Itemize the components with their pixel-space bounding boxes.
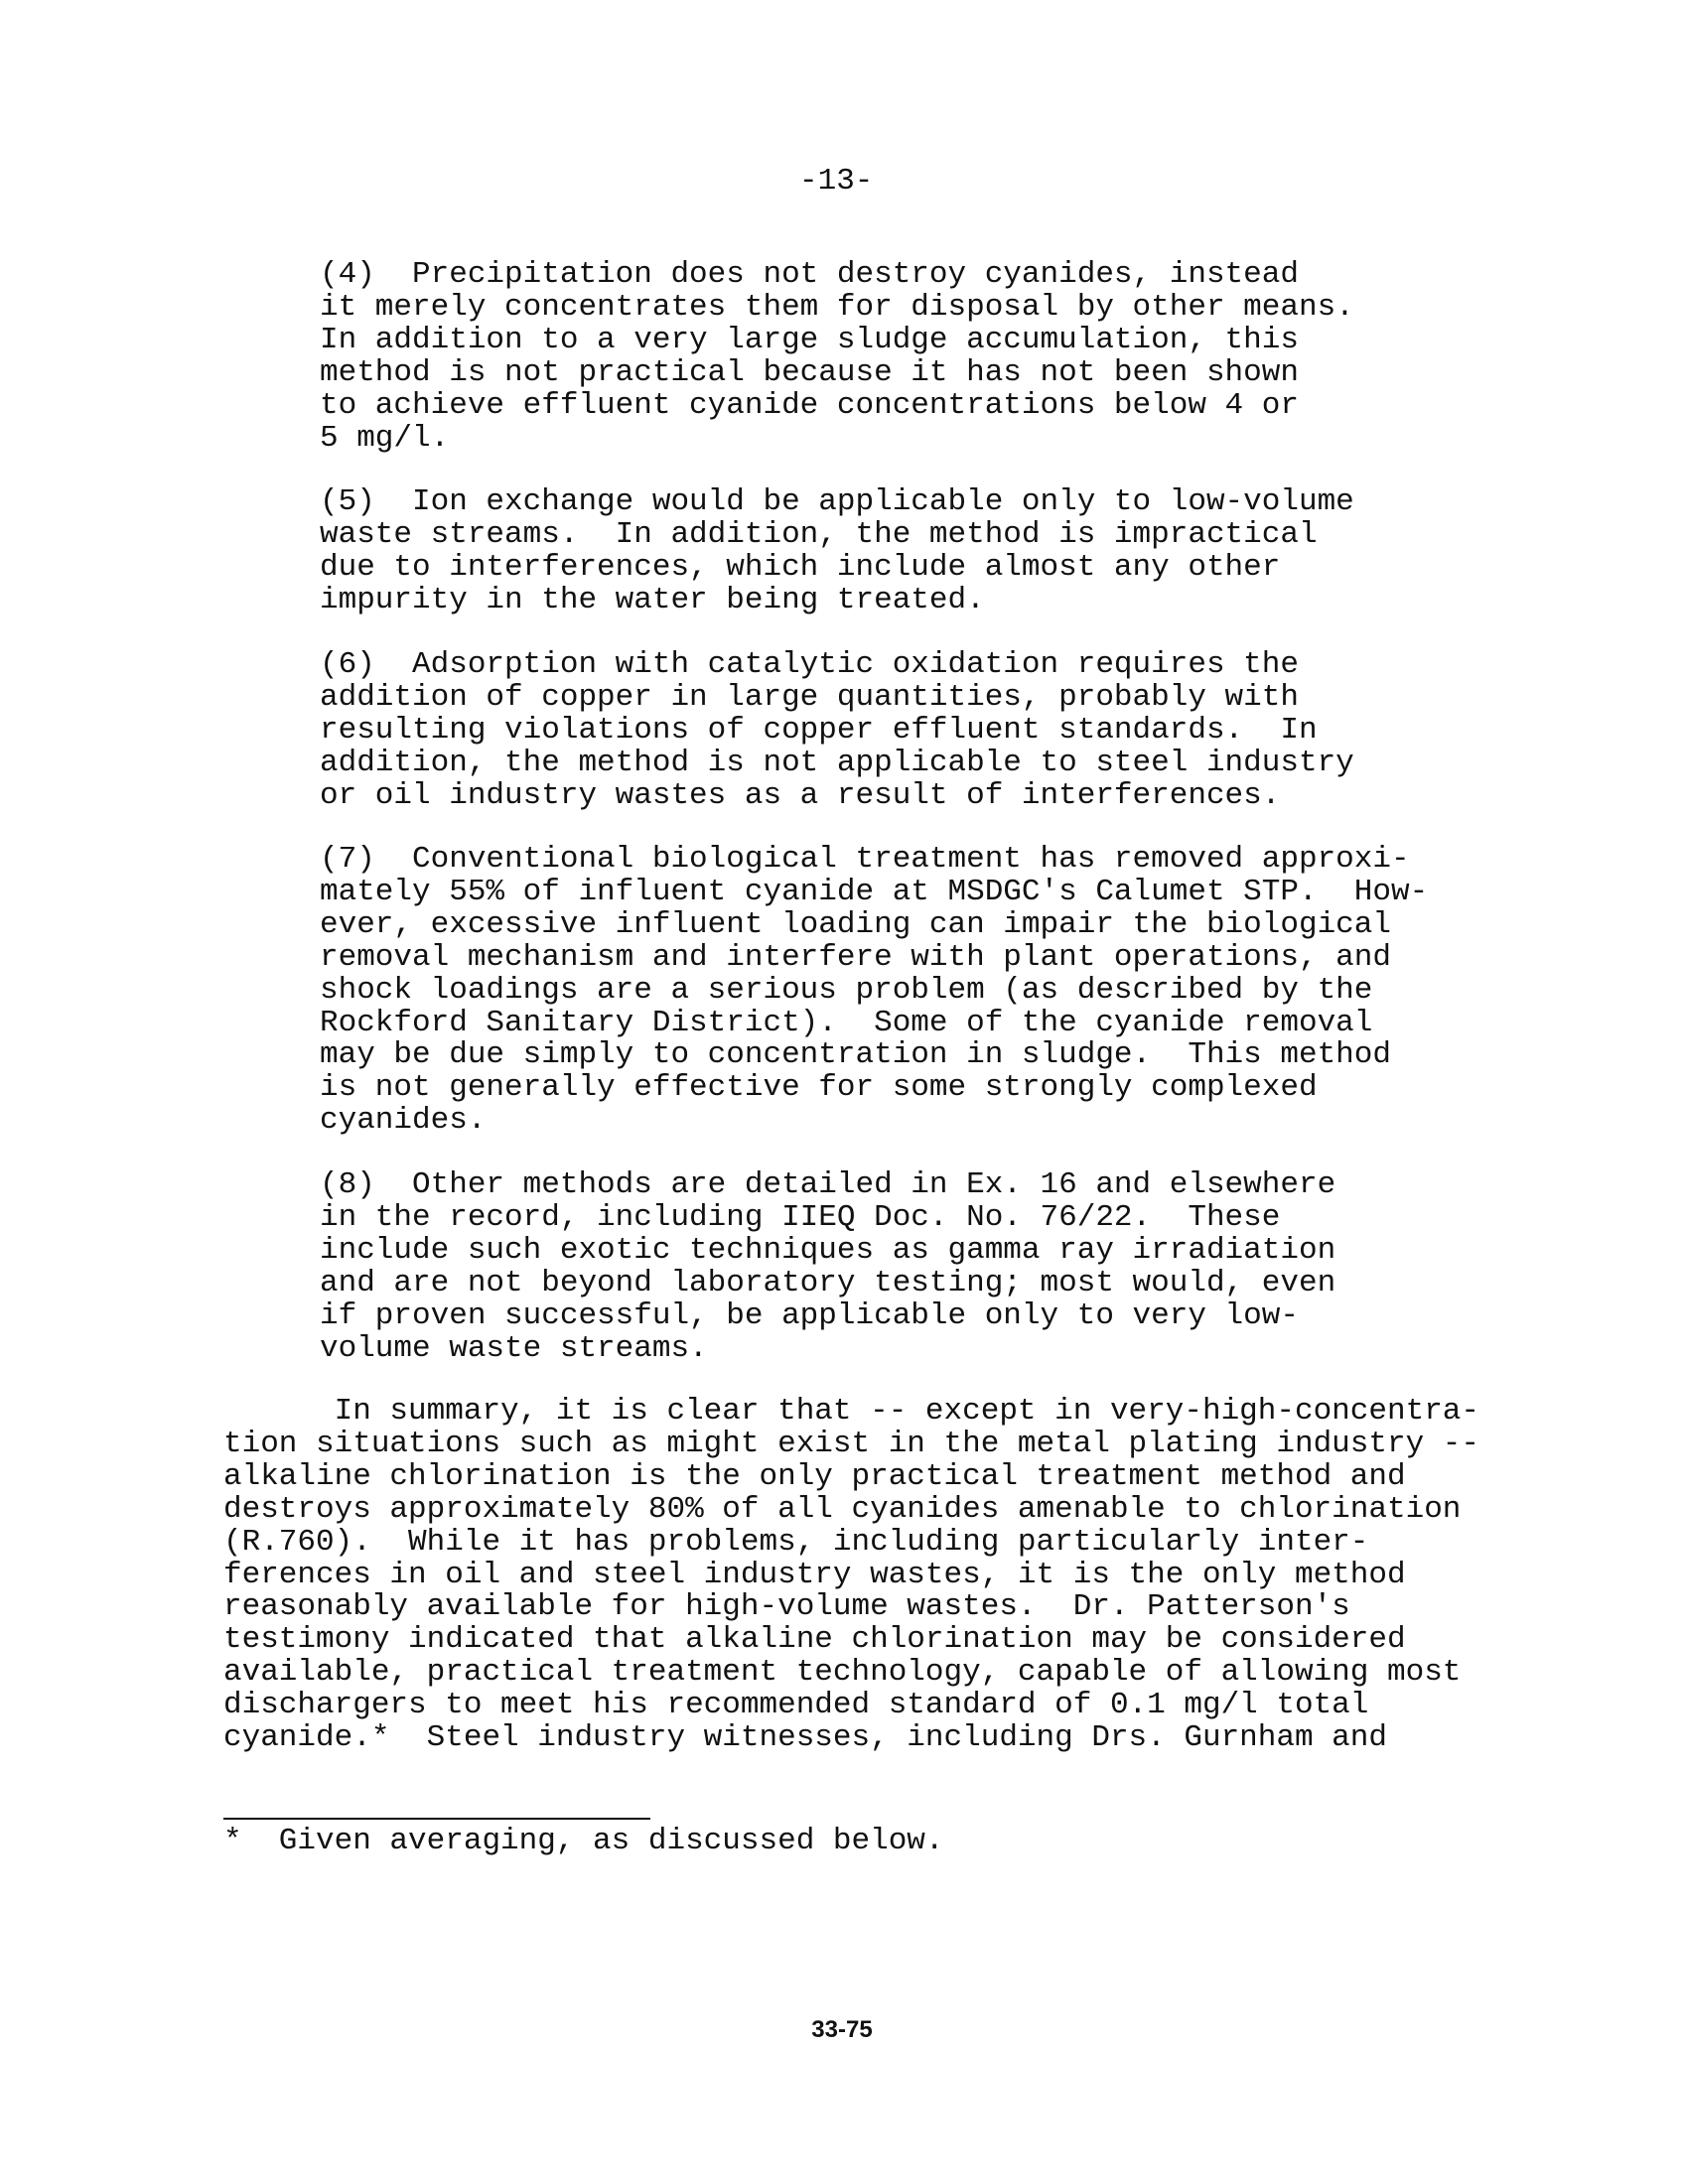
paragraph-item-4: (4) Precipitation does not destroy cyanides, instead it merely concentrates them for disposal by other means. In addition to a very large sludge accumulation, this method is not practical because it has not been shown to achieve effluent cyanide concentrations below 4 or 5 mg/l. [320, 257, 1354, 456]
footnote-rule [223, 1818, 650, 1820]
paragraph-item-5: (5) Ion exchange would be applicable only to low-volume waste streams. In addition, the method is impractical due to interferences, which include almost any other impurity in the water being treated. [320, 484, 1354, 617]
paragraph-item-7: (7) Conventional biological treatment has removed approxi- mately 55% of influent cyanide at MSDGC's Calumet STP. How- ever, excessive influent loading can impair the biological removal mechanism and interfere with plant operations, and shock loadings are a serious problem (as described by the Rockford Sanitary District). Some of the cyanide removal may be due simply to concentration in sludge. This method is not generally effective for some strongly complexed cyanides. [320, 842, 1429, 1139]
page-number: -13- [799, 164, 874, 199]
paragraph-item-6: (6) Adsorption with catalytic oxidation requires the addition of copper in large quantities, probably with resulting violations of copper effluent standards. In addition, the method is not applicable to steel industry or oil industry wastes as a result of interferences. [320, 647, 1354, 813]
paragraph-item-8: (8) Other methods are detailed in Ex. 16 and elsewhere in the record, including IIEQ Doc. No. 76/22. These include such exotic techniques as gamma ray irradiation and are not beyond laboratory testing; most would, even if proven successful, be applicable only to very low- volume waste streams. [320, 1167, 1336, 1366]
summary-paragraph: In summary, it is clear that -- except in very-high-concentra- tion situations such as might exist in the metal plating industry -- alkaline chlorination is the only practical treatment method and destroys approximately 80% of all cyanides amenable to chlorination (R.760). While it has problems, including particularly inter- ferences in oil and steel industry wastes, it is the only method reasonably available for high-volume wastes. Dr. Patterson's testimony indicated that alkaline chlorination may be considered available, practical treatment technology, capable of allowing most dischargers to meet his recommended standard of 0.1 mg/l total cyanide.* Steel industry witnesses, including Drs. Gurnham and [223, 1394, 1480, 1756]
footnote: * Given averaging, as discussed below. [223, 1824, 944, 1858]
document-code: 33-75 [811, 2016, 873, 2043]
